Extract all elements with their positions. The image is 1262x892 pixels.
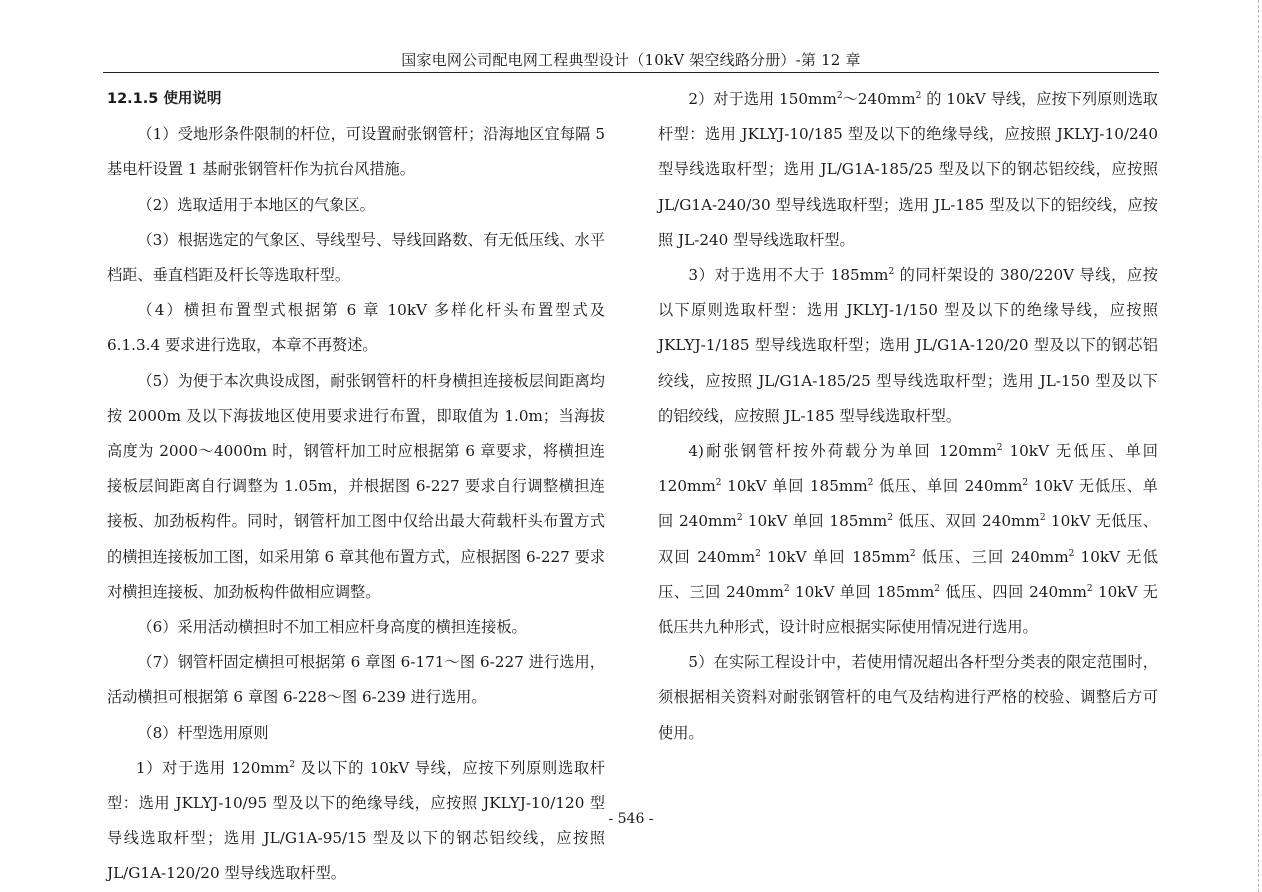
rule-4-sup: 2 bbox=[1039, 513, 1046, 524]
section-heading: 12.1.5 使用说明 bbox=[107, 91, 222, 107]
rule-4-seg: 低压、四回 240mm bbox=[940, 582, 1087, 601]
rule-3-paragraph bbox=[658, 258, 1158, 434]
paragraph-2: （2）选取适用于本地区的气象区。 bbox=[137, 195, 375, 214]
paragraph-7: （7）钢管杆固定横担可根据第 6 章图 6-171～图 6-227 进行选用，活动横担可根据第 6 章图 6-228～图 6-239 进行选用。 bbox=[107, 653, 605, 707]
rule-2-text-a: 2）对于选用 150mm bbox=[688, 90, 837, 108]
rule-2-paragraph bbox=[658, 82, 1158, 258]
rule-4-sup: 2 bbox=[1022, 478, 1029, 489]
paragraph-5: （5）为便于本次典设成图，耐张钢管杆的杆身横担连接板层间距离均按 2000m 及以下海拔地区使用要求进行布置，即取值为 1.0m；当海拔高度为 2000～4000m 时，钢管杆加工时应根据第 6 章要求，将横担连接板层间距离自行调整为 1.05m，并根据图 6-227 要求自行调整横担连接板、加劲板构件。同时，钢管杆加工图中仅给出最大荷载杆头布置方式的横担连接板加工图，如采用第 6 章其他布置方式，应根据图 6-227 要求对横担连接板、加劲板构件做相应调整。 bbox=[107, 371, 606, 601]
rule-2-text-c: 的 10kV 导线，应按下列原则选取杆型：选用 JKLYJ-10/185 型及以下的绝缘导线，应按照 JKLYJ-10/240 型导线选取杆型；选用 JL/G1A-185/25 型及以下的钢芯铝绞线，应按照 JL/G1A-240/30 型导线选取杆型；选用 JL-185 型及以下的铝绞线，应按照 JL-240 型导线选取杆型。 bbox=[658, 90, 1158, 249]
rule-4-seg: 10kV 无低压、三回 240mm bbox=[658, 547, 1158, 601]
rule-1-text-b: 及以下的 10kV 导线，应按下列原则选取杆型：选用 JKLYJ-10/95 型及以下的绝缘导线，应按照 JKLYJ-10/120 型导线选取杆型；选用 JL/G1A-95/15 型及以下的钢芯铝绞线，应按照 JL/G1A-120/20 型导线选取杆型。 bbox=[107, 758, 605, 883]
rule-4-sup: 2 bbox=[755, 548, 761, 559]
paragraph-3: （3）根据选定的气象区、导线型号、导线回路数、有无低压线、水平档距、垂直档距及杆长等选取杆型。 bbox=[107, 230, 605, 285]
rule-2-sup-1: 2 bbox=[836, 91, 843, 101]
rule-4-sup: 2 bbox=[1068, 548, 1075, 559]
page-edge-dashed-line bbox=[1258, 0, 1259, 892]
right-column bbox=[658, 82, 1158, 751]
page-header-title: 国家电网公司配电网工程典型设计（10kV 架空线路分册）-第 12 章 bbox=[401, 51, 861, 69]
rule-4-sup: 2 bbox=[1086, 583, 1093, 594]
rule-4-sup: 2 bbox=[867, 478, 874, 489]
rule-4-seg: 低压、双回 240mm bbox=[892, 512, 1040, 531]
paragraph-8: （8）杆型选用原则 bbox=[137, 723, 269, 742]
page-number: - 546 - bbox=[608, 811, 654, 827]
rule-4-seg: 10kV 无低压共九种形式，设计时应根据实际使用情况进行选用。 bbox=[658, 582, 1158, 637]
rule-4-seg: 4)耐张钢管杆按外荷载分为单回 120mm bbox=[688, 442, 997, 461]
rule-4-sup: 2 bbox=[783, 583, 790, 594]
rule-4-sup: 2 bbox=[909, 548, 916, 559]
rule-4-seg: 10kV 单回 185mm bbox=[742, 512, 888, 531]
rule-2-text-b: ～240mm bbox=[842, 90, 916, 108]
rule-4-seg: 10kV 无低压、单回 120mm bbox=[658, 442, 1158, 496]
paragraph-4: （4）横担布置型式根据第 6 章 10kV 多样化杆头布置型式及 6.1.3.4 要求进行选取，本章不再赘述。 bbox=[107, 301, 605, 355]
rule-4-seg: 低压、单回 240mm bbox=[873, 477, 1023, 496]
rule-4-seg: 10kV 单回 185mm bbox=[721, 477, 868, 496]
paragraph-6: （6）采用活动横担时不加工相应杆身高度的横担连接板。 bbox=[137, 618, 527, 637]
rule-4-seg: 10kV 单回 185mm bbox=[789, 582, 935, 601]
rule-5-paragraph: 5）在实际工程设计中，若使用情况超出各杆型分类表的限定范围时，须根据相关资料对耐张钢管杆的电气及结构进行严格的校验、调整后方可使用。 bbox=[658, 653, 1158, 742]
rule-4-paragraph bbox=[658, 434, 1158, 645]
rule-4-sup: 2 bbox=[736, 513, 743, 524]
rule-4-seg: 10kV 单回 185mm bbox=[760, 547, 910, 566]
left-column bbox=[107, 82, 605, 892]
rule-4-seg: 低压、三回 240mm bbox=[915, 547, 1069, 566]
rule-3-text-b: 的同杆架设的 380/220V 导线，应按以下原则选取杆型：选用 JKLYJ-1/150 型及以下的绝缘导线，应按照 JKLYJ-1/185 型导线选取杆型；选用 JL/G1A-120/20 型及以下的钢芯铝绞线，应按照 JL/G1A-185/25 型导线选取杆型；选用 JL-150 型及以下的铝绞线，应按照 JL-185 型导线选取杆型。 bbox=[658, 266, 1158, 425]
rule-1-sup: 2 bbox=[289, 759, 295, 770]
header-rule bbox=[103, 72, 1159, 73]
rule-2-sup-2: 2 bbox=[915, 91, 922, 101]
rule-4-seg: 10kV 无低压、单回 240mm bbox=[658, 477, 1158, 531]
rule-4-sup: 2 bbox=[934, 583, 941, 594]
rule-4-sup: 2 bbox=[996, 443, 1003, 454]
rule-4-sup: 2 bbox=[887, 513, 893, 524]
paragraph-1: （1）受地形条件限制的杆位，可设置耐张钢管杆；沿海地区宜每隔 5 基电杆设置 1 基耐张钢管杆作为抗台风措施。 bbox=[107, 125, 605, 179]
rule-3-text-a: 3）对于选用不大于 185mm bbox=[688, 266, 889, 285]
rule-1-text-a: 1）对于选用 120mm bbox=[135, 758, 290, 777]
rule-4-sup: 2 bbox=[715, 478, 722, 489]
rule-3-sup: 2 bbox=[888, 267, 895, 278]
rule-4-seg: 10kV 无低压、双回 240mm bbox=[658, 512, 1158, 566]
